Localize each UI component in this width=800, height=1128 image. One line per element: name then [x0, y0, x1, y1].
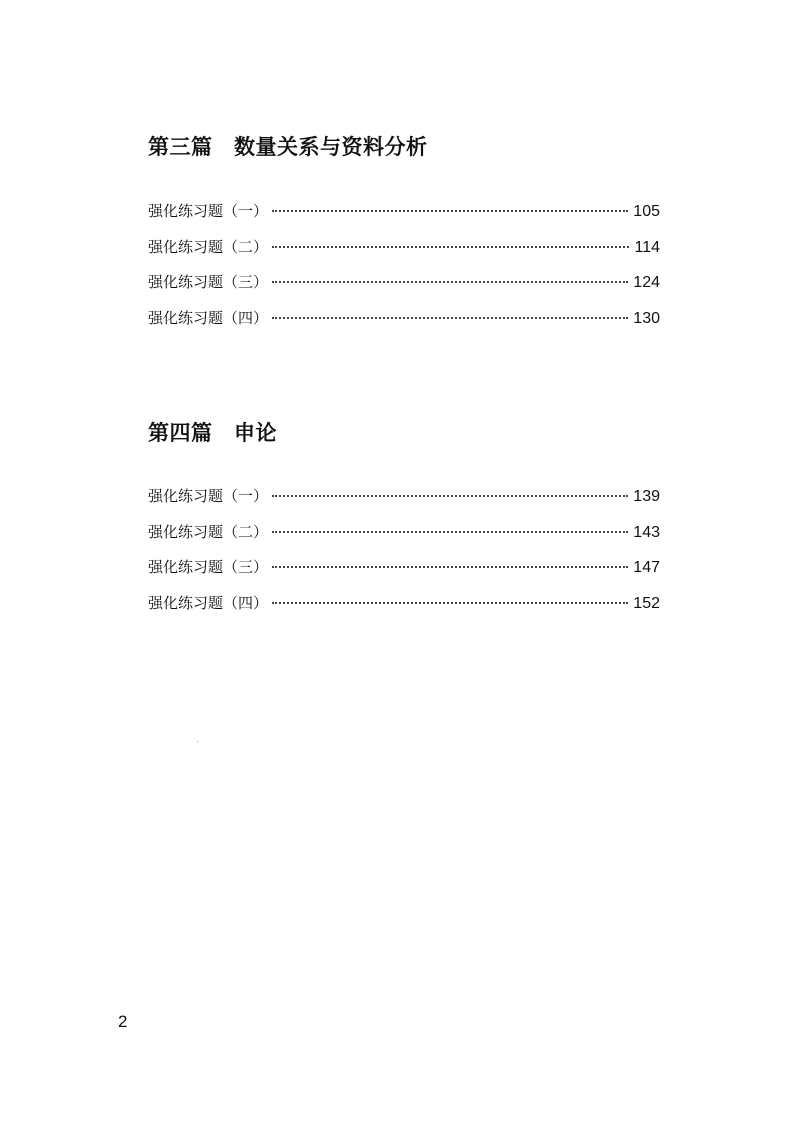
- toc-entry-label: 强化练习题（一）: [148, 487, 269, 505]
- toc-entry[interactable]: [148, 556, 660, 592]
- dot-leader: [272, 566, 628, 568]
- dot-leader: [272, 281, 628, 283]
- toc-entry-label: 强化练习题（三）: [148, 273, 269, 291]
- toc-entry-label: 强化练习题（三）: [148, 558, 269, 576]
- toc-entry-page: 147: [633, 559, 660, 576]
- toc-entry-page: 139: [633, 488, 660, 505]
- dot-leader: [272, 246, 629, 248]
- scan-speck: [197, 741, 198, 742]
- toc-entry-label: 强化练习题（二）: [148, 522, 269, 541]
- section-4-entries: [148, 485, 660, 627]
- toc-entry[interactable]: [148, 521, 660, 557]
- dot-leader: [272, 495, 628, 497]
- toc-entry-page: 105: [633, 203, 660, 220]
- toc-entry[interactable]: [148, 271, 660, 307]
- toc-entry-label: 强化练习题（一）: [148, 202, 269, 220]
- toc-entry[interactable]: [148, 200, 660, 236]
- dot-leader: [272, 317, 628, 319]
- section-4-title: 第四篇 申论: [148, 421, 277, 445]
- dot-leader: [272, 210, 628, 212]
- toc-entry[interactable]: [148, 307, 660, 343]
- dot-leader: [272, 531, 628, 533]
- toc-entry[interactable]: [148, 592, 660, 628]
- toc-entry-page: 124: [633, 274, 660, 291]
- toc-entry-page: 143: [633, 523, 660, 541]
- toc-entry-label: 强化练习题（四）: [148, 308, 269, 327]
- toc-entry[interactable]: [148, 485, 660, 521]
- toc-entry-label: 强化练习题（四）: [148, 593, 269, 612]
- section-3-entries: [148, 200, 660, 342]
- toc-entry-label: 强化练习题（二）: [148, 237, 269, 256]
- toc-entry-page: 114: [634, 238, 660, 256]
- toc-entry-page: 130: [633, 309, 660, 327]
- toc-entry[interactable]: [148, 236, 660, 272]
- section-3-title: 第三篇 数量关系与资料分析: [148, 135, 428, 159]
- toc-entry-page: 152: [633, 594, 660, 612]
- page-number: 2: [118, 1012, 128, 1031]
- dot-leader: [272, 602, 628, 604]
